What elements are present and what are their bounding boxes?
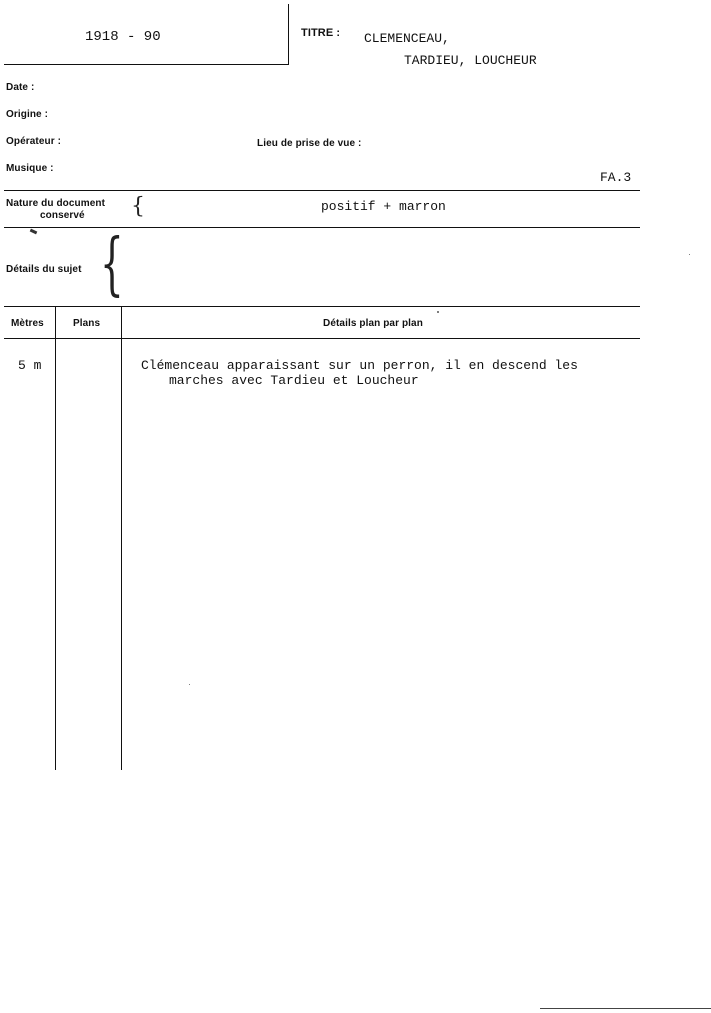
- date-label: Date :: [6, 82, 35, 93]
- scan-speck: [689, 254, 690, 255]
- lieu-label: Lieu de prise de vue :: [257, 138, 362, 149]
- table-header-rule: [4, 338, 640, 339]
- titre-line-2: TARDIEU, LOUCHEUR: [404, 53, 537, 68]
- header-divider: [288, 4, 289, 65]
- table-header-details: Détails plan par plan: [323, 318, 423, 329]
- musique-label: Musique :: [6, 163, 54, 174]
- header-underline: [4, 64, 288, 65]
- nature-brace: {: [131, 194, 145, 219]
- row-metres: 5 m: [18, 358, 42, 373]
- scan-speck: [189, 684, 190, 685]
- operateur-label: Opérateur :: [6, 136, 62, 147]
- nature-value: positif + marron: [321, 199, 446, 214]
- titre-label: TITRE :: [301, 27, 341, 39]
- origine-label: Origine :: [6, 109, 49, 120]
- table-header-metres: Mètres: [11, 318, 44, 329]
- reference-number: 1918 - 90: [85, 29, 161, 45]
- scan-speck: [437, 311, 439, 313]
- ink-mark: [30, 229, 38, 235]
- document-code: FA.3: [600, 170, 632, 185]
- row-details-line-1: Clémenceau apparaissant sur un perron, il en descend les: [141, 358, 578, 373]
- nature-top-rule: [4, 190, 640, 191]
- table-column-divider-2: [121, 307, 122, 770]
- titre-line-1: CLEMENCEAU,: [364, 31, 450, 46]
- scan-edge-mark: [540, 1008, 711, 1009]
- details-sujet-bottom-rule: [4, 306, 640, 307]
- table-header-plans: Plans: [73, 318, 101, 329]
- details-sujet-brace: {: [100, 225, 124, 304]
- nature-label-line-2: conservé: [40, 210, 85, 221]
- table-column-divider-1: [55, 307, 56, 770]
- details-sujet-label: Détails du sujet: [6, 264, 82, 275]
- row-details-line-2: marches avec Tardieu et Loucheur: [169, 373, 419, 388]
- nature-label-line-1: Nature du document: [6, 198, 106, 209]
